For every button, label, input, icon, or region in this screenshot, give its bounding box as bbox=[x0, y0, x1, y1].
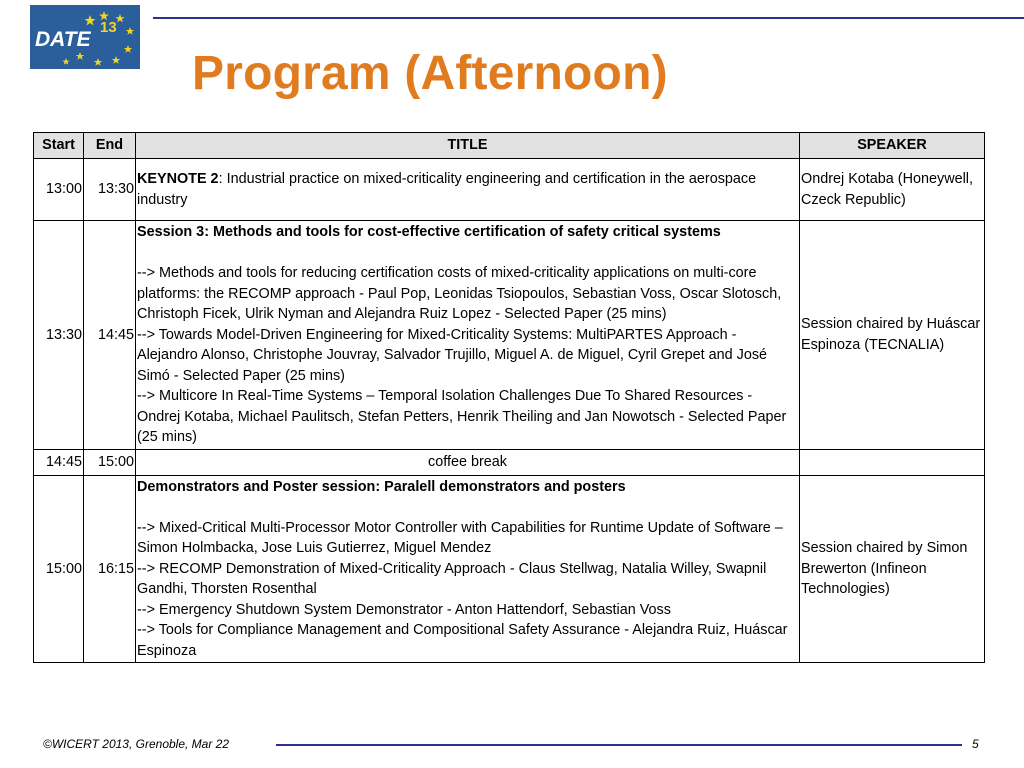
session-item: --> Multicore In Real-Time Systems – Temporal Isolation Challenges Due To Shared Resources - Ondrej Kotaba, Michael Paulitsch, Stefan Petters, Henrik Theiling and Jan Nowotsch - Selected Paper (25 mins) bbox=[137, 388, 787, 445]
date-logo-graphic bbox=[30, 5, 140, 69]
session-item: --> Emergency Shutdown System Demonstrator - Anton Hattendorf, Sebastian Voss bbox=[137, 601, 671, 618]
slide-title: Program (Afternoon) bbox=[192, 47, 668, 100]
table-header-row bbox=[34, 133, 985, 159]
row-title bbox=[136, 221, 800, 450]
row-speaker: Ondrej Kotaba (Honeywell, Czeck Republic) bbox=[800, 159, 985, 221]
row-end-time: 15:00 bbox=[84, 449, 136, 475]
table-row-demonstrators bbox=[34, 475, 985, 663]
row-speaker: Session chaired by Huáscar Espinoza (TECNALIA) bbox=[800, 221, 985, 450]
session-item: --> Methods and tools for reducing certification costs of mixed-criticality applications on multi-core platforms: the RECOMP approach - Paul Pop, Leonidas Tsiopoulos, Sebastian Voss, Oscar Slotosch, Christoph Ficek, Ulrik Nyman and Alejandra Ruiz Lopez - Selected Paper (25 mins) bbox=[137, 265, 782, 322]
row-start-time: 13:30 bbox=[34, 221, 84, 450]
date-logo bbox=[30, 5, 140, 69]
session-item: --> Towards Model-Driven Engineering for Mixed-Criticality Systems: MultiPARTES Approach - Alejandro Alonso, Christophe Jouvray, Salvador Trujillo, Miguel A. de Miguel, Cyril Grepet and José Simó - Selected Paper (25 mins) bbox=[137, 326, 768, 384]
session-heading: Session 3: Methods and tools for cost-effective certification of safety critical systems bbox=[137, 224, 721, 240]
row-speaker bbox=[800, 449, 985, 475]
row-end-time: 14:45 bbox=[84, 221, 136, 450]
row-end-time: 16:15 bbox=[84, 475, 136, 663]
table-row-coffee-break bbox=[34, 449, 985, 475]
header-start: Start bbox=[34, 133, 84, 159]
row-speaker: Session chaired by Simon Brewerton (Infineon Technologies) bbox=[800, 475, 985, 663]
header-title: TITLE bbox=[136, 133, 800, 159]
footer-copyright: ©WICERT 2013, Grenoble, Mar 22 bbox=[43, 737, 230, 751]
footer-divider bbox=[276, 744, 962, 746]
top-divider bbox=[153, 17, 1024, 19]
session-item: --> RECOMP Demonstration of Mixed-Criticality Approach - Claus Stellwag, Natalia Willey, Swapnil Gandhi, Thorsten Rosenthal bbox=[137, 560, 767, 597]
program-table bbox=[33, 132, 985, 663]
session-item: --> Tools for Compliance Management and Compositional Safety Assurance - Alejandra Ruiz, Huáscar Espinoza bbox=[137, 622, 788, 659]
row-start-time: 13:00 bbox=[34, 159, 84, 221]
keynote-label: KEYNOTE 2 bbox=[137, 171, 219, 187]
row-title bbox=[136, 159, 800, 221]
row-start-time: 14:45 bbox=[34, 449, 84, 475]
logo-year: 13 bbox=[100, 19, 117, 36]
session-item: --> Mixed-Critical Multi-Processor Motor Controller with Capabilities for Runtime Update of Software – Simon Holmbacka, Jose Luis Gutierrez, Miguel Mendez bbox=[137, 519, 783, 556]
page-number: 5 bbox=[972, 737, 979, 751]
row-end-time: 13:30 bbox=[84, 159, 136, 221]
row-title: coffee break bbox=[136, 449, 800, 475]
row-start-time: 15:00 bbox=[34, 475, 84, 663]
header-speaker: SPEAKER bbox=[800, 133, 985, 159]
table-row-session-3 bbox=[34, 221, 985, 450]
logo-text: DATE bbox=[35, 28, 91, 51]
keynote-description: : Industrial practice on mixed-criticality engineering and certification in the aerospace industry bbox=[137, 171, 757, 208]
session-heading: Demonstrators and Poster session: Paralell demonstrators and posters bbox=[137, 478, 626, 495]
header-end: End bbox=[84, 133, 136, 159]
table-row-keynote bbox=[34, 159, 985, 221]
row-title bbox=[136, 475, 800, 663]
